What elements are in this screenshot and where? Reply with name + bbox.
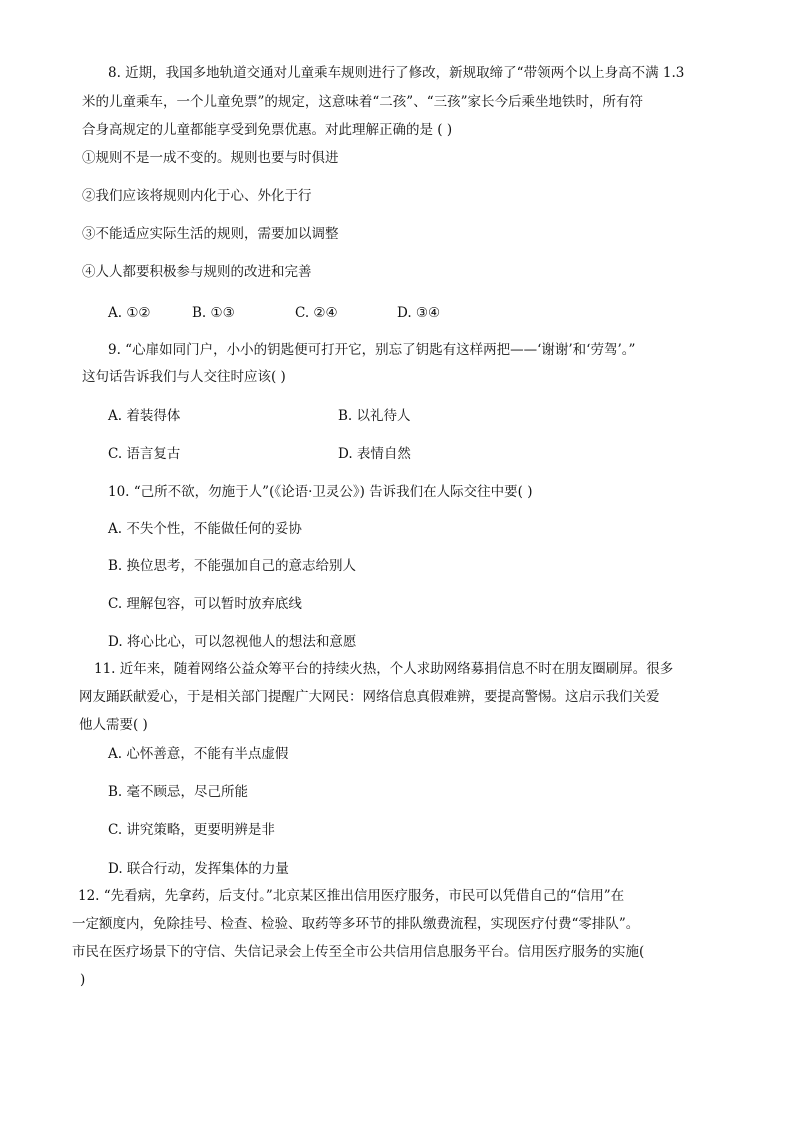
question-8-statement-3: ③不能适应实际生活的规则，需要加以调整 xyxy=(82,226,339,242)
question-12-stem-line-2: 一定额度内，免除挂号、检查、检验、取药等多环节的排队缴费流程，实现医疗付费“零排队”。 xyxy=(72,916,640,932)
question-8-option-a: A. ①② xyxy=(108,305,151,321)
question-8-option-c: C. ②④ xyxy=(295,305,338,321)
question-11-stem-line-2: 网友踊跃献爱心，于是相关部门提醒广大网民：网络信息真假难辨，要提高警惕。这启示我们关爱 xyxy=(79,689,660,705)
question-9-option-d: D. 表情自然 xyxy=(338,446,411,462)
question-9-stem-line-2: 这句话告诉我们与人交往时应该( ) xyxy=(82,369,286,385)
question-8-stem-line-3: 合身高规定的儿童都能享受到免票优惠。对此理解正确的是 ( ) xyxy=(82,122,453,138)
question-11-option-b: B. 毫不顾忌，尽己所能 xyxy=(108,784,249,800)
question-8-statement-1: ①规则不是一成不变的。规则也要与时俱进 xyxy=(82,150,339,166)
question-8-stem-line-2: 米的儿童乘车，一个儿童免票”的规定，这意味着“二孩”、“三孩”家长今后乘坐地铁时，所有符 xyxy=(82,94,644,110)
question-12-stem-line-4: ) xyxy=(80,972,86,988)
question-9-stem-line-1: 9. “心扉如同门户，小小的钥匙便可打开它，别忘了钥匙有这样两把——‘谢谢’和‘劳驾’。” xyxy=(108,342,636,358)
question-12-stem-line-1: 12. “先看病，先拿药，后支付。”北京某区推出信用医疗服务，市民可以凭借自己的“信用”在 xyxy=(78,888,625,904)
question-12-stem-line-3: 市民在医疗场景下的守信、失信记录会上传至全市公共信用信息服务平台。信用医疗服务的实施( xyxy=(72,944,645,960)
question-8-stem-line-1: 8. 近期，我国多地轨道交通对儿童乘车规则进行了修改，新规取缔了“带领两个以上身高不满 1.3 xyxy=(108,65,685,81)
question-10-option-b: B. 换位思考，不能强加自己的意志给别人 xyxy=(108,558,357,574)
question-10-stem: 10. “己所不欲，勿施于人”(《论语·卫灵公》) 告诉我们在人际交往中要( ) xyxy=(108,484,533,500)
question-11-option-d: D. 联合行动，发挥集体的力量 xyxy=(108,861,289,877)
question-10-option-c: C. 理解包容，可以暂时放弃底线 xyxy=(108,596,302,612)
question-9-option-b: B. 以礼待人 xyxy=(338,408,411,424)
question-8-statement-2: ②我们应该将规则内化于心、外化于行 xyxy=(82,188,312,204)
question-8-option-d: D. ③④ xyxy=(397,305,441,321)
question-10-option-d: D. 将心比心，可以忽视他人的想法和意愿 xyxy=(108,634,357,650)
question-11-stem-line-1: 11. 近年来，随着网络公益众筹平台的持续火热，个人求助网络募捐信息不时在朋友圈刷屏。很多 xyxy=(94,661,674,677)
question-9-option-c: C. 语言复古 xyxy=(108,446,181,462)
question-11-stem-line-3: 他人需要( ) xyxy=(79,717,148,733)
question-11-option-c: C. 讲究策略，更要明辨是非 xyxy=(108,822,275,838)
question-11-option-a: A. 心怀善意，不能有半点虚假 xyxy=(108,746,289,762)
question-8-option-b: B. ①③ xyxy=(192,305,235,321)
question-8-statement-4: ④人人都要积极参与规则的改进和完善 xyxy=(82,264,312,280)
question-9-option-a: A. 着装得体 xyxy=(108,408,181,424)
question-10-option-a: A. 不失个性，不能做任何的妥协 xyxy=(108,521,302,537)
